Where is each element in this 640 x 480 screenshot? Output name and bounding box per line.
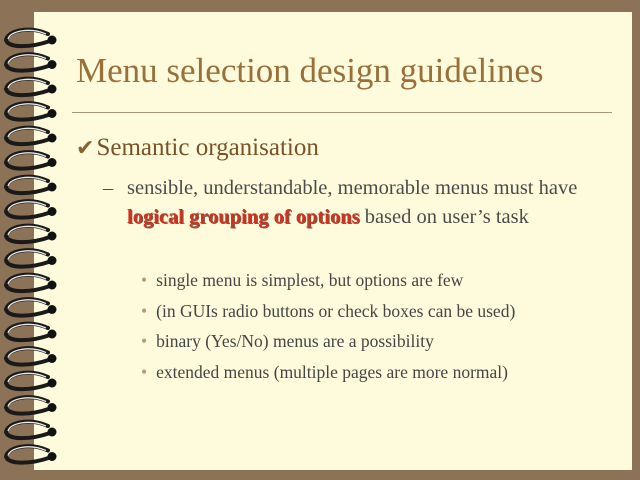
spiral-ring bbox=[6, 128, 57, 144]
subpoint-dash: – bbox=[103, 177, 114, 199]
spiral-binding bbox=[0, 0, 70, 480]
bullet-dot: • bbox=[141, 331, 148, 351]
checkmark-icon: ✔ bbox=[76, 136, 95, 161]
spiral-ring bbox=[6, 30, 57, 46]
subpoint-text-after: based on user’s task bbox=[359, 205, 529, 228]
spiral-ring bbox=[6, 177, 57, 193]
subpoint-text bbox=[127, 174, 607, 231]
highlight-logical-grouping: logical grouping of options bbox=[127, 205, 360, 228]
spiral-ring bbox=[6, 226, 57, 242]
spiral-ring bbox=[6, 152, 57, 168]
spiral-ring bbox=[6, 348, 57, 364]
heading-label: Semantic organisation bbox=[96, 134, 319, 161]
title-divider bbox=[72, 112, 612, 113]
spiral-ring bbox=[6, 324, 57, 340]
heading-semantic-organisation bbox=[76, 134, 319, 162]
bullet-text: extended menus (multiple pages are more normal) bbox=[156, 362, 508, 382]
bullet-dot: • bbox=[141, 301, 148, 321]
bullet-text: (in GUIs radio buttons or check boxes can be used) bbox=[156, 301, 516, 321]
spiral-ring bbox=[6, 250, 57, 266]
spiral-ring bbox=[6, 446, 57, 462]
bullet-item bbox=[141, 331, 434, 352]
spiral-ring bbox=[6, 422, 57, 438]
spiral-ring bbox=[6, 79, 57, 95]
bullet-item bbox=[141, 270, 463, 291]
spiral-ring bbox=[6, 275, 57, 291]
spiral-ring bbox=[6, 373, 57, 389]
spiral-ring bbox=[6, 201, 57, 217]
slide-title: Menu selection design guidelines bbox=[76, 51, 544, 90]
bullet-text: single menu is simplest, but options are few bbox=[156, 270, 464, 290]
spiral-ring bbox=[6, 103, 57, 119]
subpoint-text-before: sensible, understandable, memorable menus must have bbox=[127, 177, 578, 199]
spiral-ring bbox=[6, 299, 57, 315]
bullet-item bbox=[141, 301, 515, 322]
bullet-item bbox=[141, 362, 508, 383]
spiral-ring bbox=[6, 397, 57, 413]
bullet-text: binary (Yes/No) menus are a possibility bbox=[156, 331, 434, 351]
bullet-dot: • bbox=[141, 270, 148, 290]
bullet-dot: • bbox=[141, 362, 148, 382]
spiral-ring bbox=[6, 54, 57, 70]
